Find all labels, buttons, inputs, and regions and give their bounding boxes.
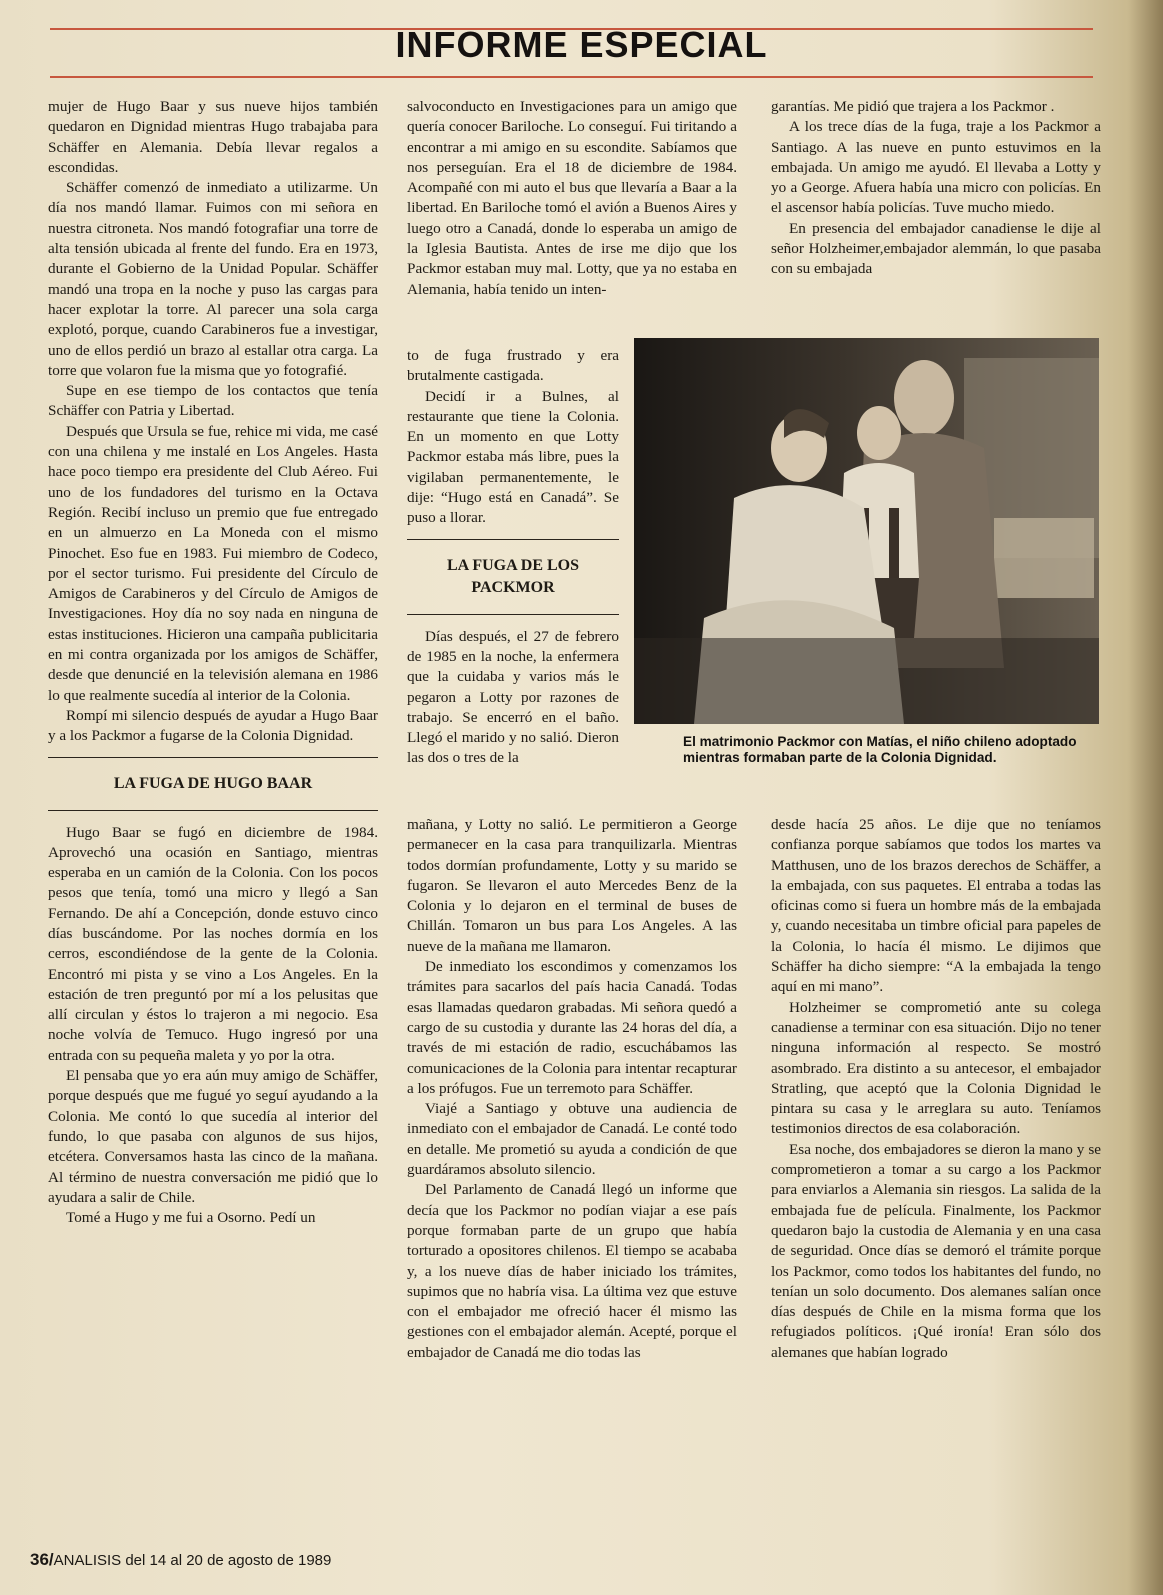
subhead-rule	[48, 757, 378, 758]
column-2-bottom	[407, 815, 737, 1363]
subhead-rule	[48, 810, 378, 811]
section-title: INFORME ESPECIAL	[395, 24, 768, 65]
paragraph: Hugo Baar se fugó en diciembre de 1984. Aprovechó una ocasión en Santiago, mientras esperaba en un camión de la Colonia. Con los pocos pesos que tenía, tomó una micro y llegó a San Fernando. De ahí a Concepción, donde estuvo cinco días buscándome. Por las noches dormía en los cerros, escondiéndose de la gente de la Colonia. Encontró mi pista y se vino a Los Angeles. En la estación de tren preguntó por mí a los pelusitas que allí circulan y éstos lo trajeron a mi negocio. Esa noche volvía de Temuco. Hugo ingresó por una entrada con su pequeña maleta y yo por la otra.	[48, 823, 378, 1064]
paragraph: garantías. Me pidió que trajera a los Packmor .	[771, 98, 1055, 115]
paragraph: Después que Ursula se fue, rehice mi vida, me casé con una chilena y me instalé en Los Angeles. Hasta hace poco tiempo era presidente del Club Aéreo. Fui uno de los fundadores del turismo en la Octava Región. Recibí incluso un premio que fue entregado en un almuerzo en La Moneda con el mismo Pinochet. Eso fue en 1983. Fui miembro de Codeco, por el sector turismo. Fui presidente del Círculo de Amigos de Carabineros y del Círculo de Amigos de Investigaciones. Hoy día no soy nada en ninguna de estas instituciones. Hicieron una campaña publicitaria en mi contra organizada por los amigos de Schäffer, desde que denuncié en la televisión alemana en 1986 lo que realmente sucedía al interior de la Colonia.	[48, 422, 378, 704]
paragraph: En presencia del embajador canadiense le dije al señor Holzheimer,embajador alemmán, lo que pasaba con su embajada	[771, 219, 1101, 278]
paragraph: Schäffer comenzó de inmediato a utilizarme. Un día nos mandó llamar. Fuimos con mi señora en nuestra citroneta. Nos mandó fotografiar una torre de alta tensión ubicada al frente del fundo. Era en 1973, durante el Gobierno de la Unidad Popular. Schäffer mandó una tropa en la noche y puso las cargas para hacer explotar la torre. Al parecer una sola carga explotó, porque, cuando Carabineros fue a investigar, uno de ellos perdió un brazo al estallar otra carga. La torre que volaron fue la misma que yo fotografié.	[48, 179, 378, 379]
subhead-hugo-baar: LA FUGA DE HUGO BAAR	[113, 774, 313, 792]
paragraph: salvoconducto en Investigaciones para un amigo que quería conocer Bariloche. Lo conseguí. Fui tiritando a encontrar a mi amigo en su escondite. Sabíamos que nos perseguían. Era el 18 de diciembre de 1984. Acompañé con mi auto el bus que llevaría a Baar a la libertad. En Bariloche tomó el avión a Buenos Aires y luego otro a Canadá, donde lo esperaba un amigo de la Iglesia Bautista. Antes de irse me dijo que los Packmor estaban muy mal. Lotty, que ya no estaba en Alemania, había tenido un inten-	[407, 98, 737, 298]
page-number: 36/	[30, 1550, 54, 1569]
paragraph: El pensaba que yo era aún muy amigo de Schäffer, porque después que me fugué yo seguí ayudando a la Colonia. Me contó lo que sucedía al interior del fundo, lo que pasaba con algunos de sus hijos, etcétera. Conversamos hasta las cinco de la mañana. Al término de nuestra conversación me pidió que lo ayudara a salir de Chile.	[48, 1067, 378, 1206]
paragraph: Viajé a Santiago y obtuve una audiencia de inmediato con el embajador de Canadá. Le conté todo en detalle. Me prometió su ayuda a condición de que guardáramos absoluto silencio.	[407, 1100, 737, 1179]
subhead-rule	[407, 539, 619, 540]
paragraph: mañana, y Lotty no salió. Le permitieron a George permanecer en la casa para tranquilizarla. Mientras todos dormían profundamente, Lotty y su marido se fugaron. Se llevaron el auto Mercedes Benz de la Colonia y lo dejaron en el terminal de buses de Chillán. Tomaron un bus para Los Angeles. A las nueve de la mañana me llamaron.	[407, 816, 737, 955]
column-3-bottom	[771, 815, 1101, 1363]
paragraph: Días después, el 27 de febrero de 1985 en la noche, la enfermera que la cuidaba y varios más le pegaron a Lotty por razones de trabajo. Se encerró en el baño. Llegó el marido y no salió. Dieron las dos o tres de la	[407, 627, 619, 767]
page-footer	[30, 1550, 331, 1570]
paragraph: Tomé a Hugo y me fui a Osorno. Pedí un	[66, 1209, 316, 1227]
paragraph: Holzheimer se comprometió ante su colega canadiense a terminar con esa situación. Dijo no tener ninguna información al respecto. Se mostró asombrado. Era distinto a su antecesor, el embajador Stratling, que aceptó que la Colonia Dignidad le pintara su casa y le arreglara su auto. Teníamos testimonios directos de esa colaboración.	[771, 998, 1101, 1138]
publication-date: ANALISIS del 14 al 20 de agosto de 1989	[53, 1552, 332, 1569]
subhead-packmor: LA FUGA DE LOS PACKMOR	[446, 556, 580, 596]
paragraph: Supe en ese tiempo de los contactos que tenía Schäffer con Patria y Libertad.	[48, 382, 378, 420]
photo-caption: El matrimonio Packmor con Matías, el niño chileno adoptado mientras formaban parte de la Colonia Dignidad.	[683, 734, 1077, 765]
header-bottom-rule	[50, 76, 1093, 78]
paragraph: A los trece días de la fuga, traje a los Packmor a Santiago. A las nueve en punto estuvimos en la embajada. Un amigo me ayudó. El llevaba a Lotty y yo a George. Afuera había una micro con policías. En el ascensor había policías. Tuve mucho miedo.	[771, 118, 1101, 217]
column-3-top	[771, 97, 1101, 280]
column-1	[48, 97, 378, 1228]
paragraph: desde hacía 25 años. Le dije que no teníamos confianza porque sabíamos que todos los martes va Matthusen, uno de los brazos derechos de Schäffer, a la embajada, con sus paquetes. El entraba a todas las oficinas como si fuera un hombre más de la embajada y, cuando necesitaba un timbre oficial para papeles de la Colonia, lo hacía él mismo. Le dijimos que Schäffer ha dicho siempre: “A la embajada la tengo aquí en mi mano”.	[771, 816, 1101, 996]
column-2-top	[407, 97, 737, 300]
paragraph: De inmediato los escondimos y comenzamos los trámites para sacarlos del país hacia Canadá. Todas esas llamadas quedaron grabadas. Mi señora quedó a cargo de su custodia y durante las 24 horas del día, a través de mi estación de radio, escuchábamos las comunicaciones de la Colonia para intentar recapturar a los prófugos. Fue un terremoto para Schäffer.	[407, 958, 737, 1097]
paragraph: Esa noche, dos embajadores se dieron la mano y se comprometieron a tomar a su cargo a los Packmor para enviarlos a Alemania sin riesgos. La salida de la embajada fue de película. Finalmente, los Packmor quedaron bajo la custodia de Alemania y en una casa de seguridad. Once días se demoró el trámite porque los Packmor, como todos los habitantes del fundo, no tenían un solo documento. Dos alemanes salían once días después de Chile en la misma forma que los refugiados políticos. ¡Qué ironía! Eran sólo dos alemanes que habían logrado	[771, 1140, 1101, 1361]
column-2-middle	[407, 346, 619, 769]
subhead-rule	[407, 614, 619, 615]
paragraph: to de fuga frustrado y era brutalmente castigada.	[407, 347, 619, 385]
paragraph: Rompí mi silencio después de ayudar a Hugo Baar y a los Packmor a fugarse de la Colonia Dignidad.	[48, 706, 378, 745]
paragraph: Decidí ir a Bulnes, al restaurante que tiene la Colonia. En un momento en que Lotty Packmor estaba más libre, pues la vigilaban permanentemente, le dije: “Hugo está en Canadá”. Se puso a llorar.	[407, 387, 619, 527]
family-photo	[634, 338, 1099, 724]
family-photo-image	[634, 338, 1099, 724]
paragraph: mujer de Hugo Baar y sus nueve hijos también quedaron en Dignidad mientras Hugo trabajaba para Schäffer en Alemania. Debía llevar regalos a escondidas.	[48, 98, 378, 176]
paragraph: Del Parlamento de Canadá llegó un informe que decía que los Packmor no podían viajar a ese país porque formaban parte de un grupo que había torturado a opositores chilenos. El tiempo se acababa y, a los nueve días de haber iniciado los trámites, supimos que no habría visa. La última vez que estuve con el embajador me ofreció hacer él mismo las gestiones con el embajador alemán. Acepté, porque el embajador de Canadá me dio todas las	[407, 1181, 737, 1361]
